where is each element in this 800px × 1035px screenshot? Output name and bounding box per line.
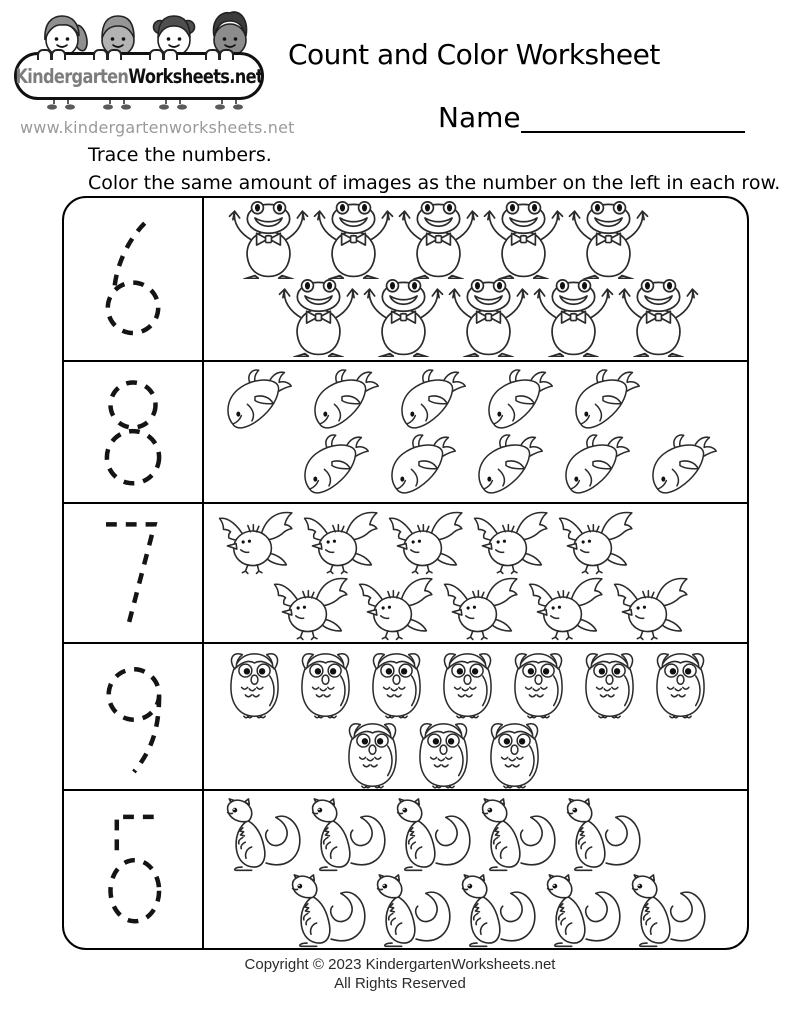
hand-icon [205,49,220,60]
squirrel-icon [558,798,643,872]
squirrel-icon [388,798,473,872]
logo-brand [15,65,263,88]
dashed-numeral-9 [88,654,178,780]
frog-icon [531,279,616,357]
squirrel-icon [303,798,388,872]
frog-icon [481,201,566,279]
squirrel-icon [473,798,558,872]
trace-number-5 [64,791,204,948]
name-fill-line [521,103,745,133]
logo-capsule [14,52,264,100]
site-url: www.kindergartenworksheets.net [20,118,295,137]
dolphin-icon [216,368,303,436]
owl-icon [432,647,503,720]
logo-brand-black: Worksheets.net [128,64,263,88]
copyright-line: Copyright © 2023 KindergartenWorksheets.net [244,956,556,973]
name-label: Name [438,101,521,134]
logo-brand-gray: Kindergarten [15,64,129,88]
bird-icon [554,509,639,575]
bird-icon [439,575,524,641]
frog-icon [446,279,531,357]
frog-icon [566,201,651,279]
owl-line-top [219,647,716,720]
worksheet-table [62,196,749,950]
dolphin-icon [477,368,564,436]
bird-icon [214,509,299,575]
squirrel-line-top [218,798,643,872]
bird-icon [609,575,694,641]
page-title: Count and Color Worksheet [288,38,660,71]
dashed-numeral-5 [88,807,178,933]
dashed-numeral-7 [88,510,178,636]
owl-icon [574,647,645,720]
worksheet-row-7-birds [64,502,747,642]
frog-icon [396,201,481,279]
hand-icon [51,49,66,60]
hand-icon [219,49,234,60]
worksheet-row-5-squirrels [64,789,747,948]
frog-icon [311,201,396,279]
trace-number-9 [64,644,204,789]
site-logo [14,6,295,137]
frog-icon [616,279,701,357]
frog-icon [276,279,361,357]
owl-icon [361,647,432,720]
page-footer [0,955,800,993]
owl-icon [645,647,716,720]
frog-line-top [226,201,651,279]
squirrel-icon [538,874,623,948]
bird-icon [299,509,384,575]
dolphin-icon [641,433,728,501]
name-row [438,103,745,133]
dolphin-icon [467,433,554,501]
squirrel-image-cell [204,791,747,948]
trace-number-8 [64,362,204,502]
dolphin-icon [303,368,390,436]
owl-icon [479,717,550,790]
owl-icon [408,717,479,790]
bird-icon [354,575,439,641]
owl-icon [337,717,408,790]
squirrel-line-bottom [283,874,708,948]
dashed-numeral-6 [88,216,178,342]
owl-icon [219,647,290,720]
frog-icon [226,201,311,279]
hand-icon [163,49,178,60]
frog-icon [361,279,446,357]
instructions [88,141,780,197]
dolphin-line-top [216,368,651,436]
owl-image-cell [204,644,747,789]
owl-icon [503,647,574,720]
dolphin-icon [554,433,641,501]
instruction-line-2: Color the same amount of images as the number on the left in each row. [88,172,781,194]
dolphin-line-bottom [293,433,728,501]
instruction-line-1: Trace the numbers. [88,144,272,166]
dolphin-icon [380,433,467,501]
owl-line-bottom [337,717,550,790]
squirrel-icon [453,874,538,948]
dolphin-icon [564,368,651,436]
hand-icon [149,49,164,60]
bird-image-cell [204,504,747,642]
squirrel-icon [218,798,303,872]
bird-line-bottom [269,575,694,641]
rights-line: All Rights Reserved [334,975,466,992]
worksheet-row-9-owls [64,642,747,789]
hand-icon [107,49,122,60]
squirrel-icon [368,874,453,948]
trace-number-7 [64,504,204,642]
dolphin-icon [390,368,477,436]
bird-icon [269,575,354,641]
logo-feet-icon [30,98,246,112]
hand-icon [93,49,108,60]
trace-number-6 [64,198,204,360]
bird-icon [524,575,609,641]
hand-icon [37,49,52,60]
worksheet-row-6-frogs [64,198,747,360]
worksheet-row-8-dolphins [64,360,747,502]
frog-line-bottom [276,279,701,357]
bird-line-top [214,509,639,575]
frog-image-cell [204,198,747,360]
squirrel-icon [623,874,708,948]
dolphin-image-cell [204,362,747,502]
owl-icon [290,647,361,720]
dashed-numeral-8 [88,369,178,495]
squirrel-icon [283,874,368,948]
bird-icon [384,509,469,575]
bird-icon [469,509,554,575]
dolphin-icon [293,433,380,501]
